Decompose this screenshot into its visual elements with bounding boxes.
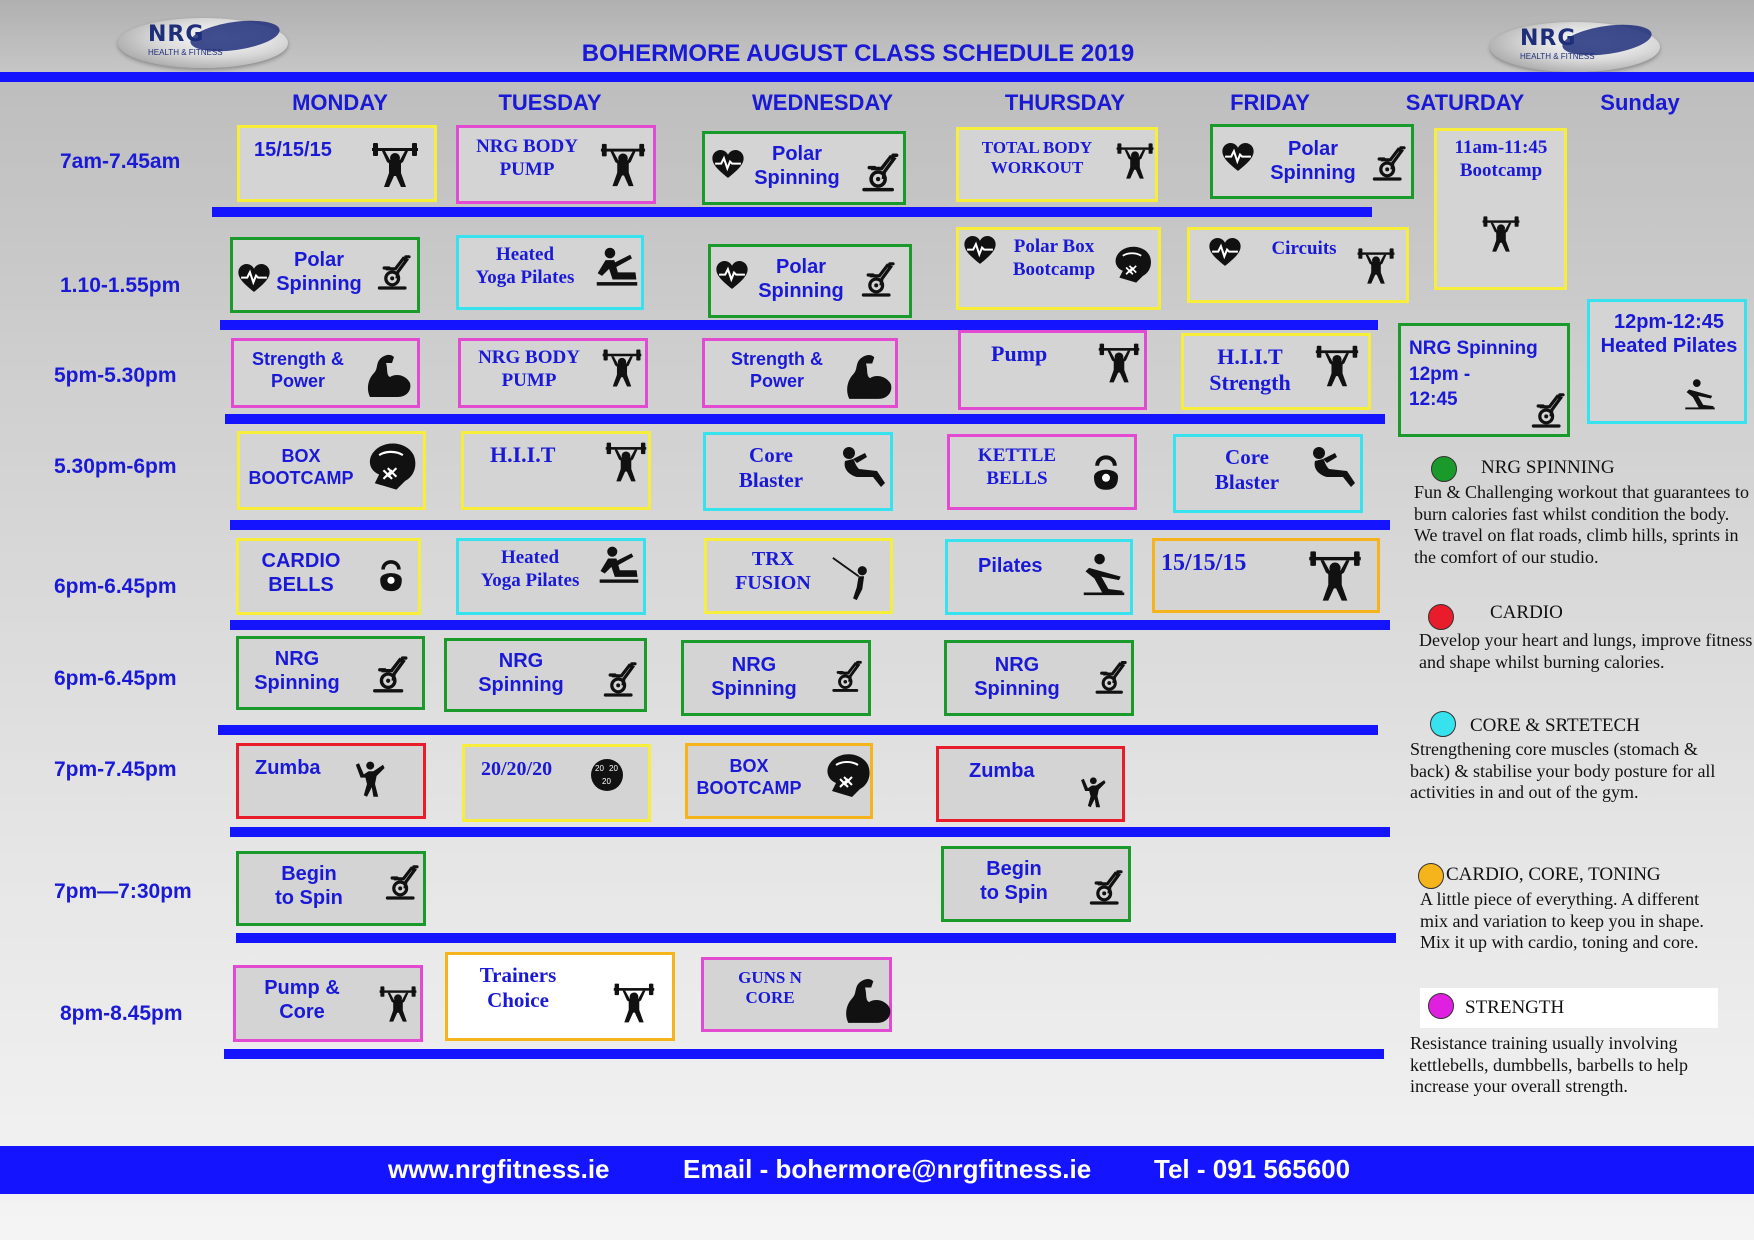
time-slot: 1.10-1.55pm [60, 274, 181, 297]
yoga-pose-icon [593, 246, 641, 290]
class-card[interactable]: Polar Spinning [230, 237, 420, 313]
class-card[interactable]: BOX BOOTCAMP [237, 431, 426, 510]
heart-rate-icon [711, 148, 745, 182]
exercise-bike-icon [379, 862, 423, 902]
kettlebell-icon [1086, 451, 1126, 495]
class-card[interactable]: TOTAL BODY WORKOUT [956, 127, 1158, 202]
exercise-bike-icon [599, 659, 639, 699]
class-card[interactable]: H.I.I.T Strength [1181, 333, 1371, 410]
class-card[interactable]: Polar Box Bootcamp [956, 227, 1161, 310]
time-slot: 6pm-6.45pm [54, 667, 177, 690]
legend-dot-magenta [1428, 993, 1454, 1019]
class-card-saturday[interactable]: NRG Spinning 12pm - 12:45 [1398, 323, 1570, 437]
dancer-icon [1077, 769, 1111, 817]
legend-title: CARDIO, CORE, TONING [1446, 864, 1661, 885]
row-divider [218, 725, 1378, 735]
flexed-bicep-icon [841, 347, 893, 403]
class-card[interactable]: CARDIO BELLS [236, 538, 421, 615]
yoga-pose-icon [595, 545, 643, 587]
boxing-glove-icon [364, 440, 418, 494]
sit-up-icon [1306, 443, 1358, 493]
weightlifter-icon [601, 345, 643, 391]
weightlifter-icon [599, 140, 647, 190]
weightlifter-icon [1356, 244, 1396, 288]
heart-rate-icon [715, 259, 749, 293]
class-card[interactable]: KETTLE BELLS [947, 434, 1137, 510]
class-card[interactable]: Strength & Power [231, 338, 420, 408]
legend-title: STRENGTH [1465, 997, 1565, 1018]
legend-dot-green [1431, 456, 1457, 482]
weightlifter-icon [1097, 339, 1141, 387]
boxing-glove-icon [822, 750, 872, 802]
class-card[interactable]: 15/15/15 [237, 125, 437, 202]
exercise-bike-icon [828, 657, 864, 695]
class-card[interactable]: Polar Spinning [702, 131, 906, 205]
class-card[interactable]: NRG Spinning [236, 636, 425, 710]
row-divider [230, 520, 1390, 530]
weightlifter-icon [370, 140, 420, 190]
class-card[interactable]: Circuits [1187, 227, 1409, 303]
row-divider [225, 414, 1385, 424]
exercise-bike-icon [371, 252, 415, 292]
row-divider [230, 620, 1390, 630]
email-link[interactable]: Email - bohermore@nrgfitness.ie [683, 1154, 1092, 1184]
row-divider [230, 827, 1390, 837]
weightlifter-icon [1314, 342, 1360, 390]
day-monday: MONDAY [292, 90, 388, 115]
exercise-bike-icon [1527, 390, 1567, 430]
class-card[interactable]: Begin to Spin [941, 846, 1131, 922]
weightlifter-icon [378, 982, 418, 1026]
class-card[interactable]: Heated Yoga Pilates [456, 235, 644, 310]
day-sunday: Sunday [1600, 90, 1680, 115]
class-card[interactable]: Zumba [936, 746, 1125, 822]
class-card[interactable]: NRG Spinning [944, 640, 1134, 716]
class-card[interactable]: Polar Spinning [708, 244, 912, 318]
class-card[interactable]: Heated Yoga Pilates [456, 538, 646, 615]
class-card[interactable]: NRG BODY PUMP [458, 338, 648, 408]
class-card[interactable]: 15/15/15 [1152, 538, 1380, 613]
time-slot: 7pm-7.45pm [54, 758, 177, 781]
flexed-bicep-icon [362, 347, 412, 401]
time-slot: 5pm-5.30pm [54, 364, 177, 387]
exercise-bike-icon [857, 150, 901, 194]
class-card-sunday[interactable]: 12pm-12:45 Heated Pilates [1587, 299, 1747, 424]
class-card[interactable]: 20/20/20 20 20 20 [462, 744, 651, 822]
boxing-glove-icon [1111, 244, 1153, 286]
row-divider [220, 320, 1378, 330]
timer-icon: 20 20 20 [591, 759, 623, 791]
class-card[interactable]: Pump [958, 330, 1147, 410]
legend-dot-red [1428, 604, 1454, 630]
trx-suspension-icon [831, 553, 877, 605]
class-card[interactable]: NRG BODY PUMP [456, 125, 656, 204]
weightlifter-icon [1115, 140, 1155, 182]
class-card[interactable]: Polar Spinning [1210, 124, 1414, 199]
time-slot: 6pm-6.45pm [54, 575, 177, 598]
class-card[interactable]: Trainers Choice [445, 952, 675, 1041]
class-card[interactable]: TRX FUSION [704, 538, 893, 614]
row-divider [224, 1049, 1384, 1059]
time-slot: 7am-7.45am [60, 150, 181, 173]
class-card[interactable]: GUNS N CORE [701, 957, 892, 1032]
page-title: BOHERMORE AUGUST CLASS SCHEDULE 2019 [581, 40, 1135, 67]
sit-up-icon [836, 443, 888, 493]
class-card[interactable]: NRG Spinning [444, 638, 647, 712]
weightlifter-icon [1481, 213, 1521, 255]
exercise-bike-icon [855, 259, 899, 299]
legend-text: Strengthening core muscles (stomach & back) & stabilise your body posture for all activities in and out of the gym. [1410, 739, 1716, 803]
class-card[interactable]: Begin to Spin [236, 851, 426, 926]
time-slot: 5.30pm-6pm [54, 455, 177, 478]
class-card-saturday[interactable]: 11am-11:45 Bootcamp [1434, 128, 1567, 290]
dancer-icon [351, 754, 391, 806]
legend-text: A little piece of everything. A different mix and variation to keep you in shape. Mix it up with cardio, toning and core. [1420, 889, 1704, 953]
class-card[interactable]: BOX BOOTCAMP [685, 743, 873, 819]
time-slot: 7pm—7:30pm [54, 880, 192, 903]
nrg-logo-left: NRG HEALTH & FITNESS [118, 18, 288, 68]
legend-title: CORE & SRTETECH [1470, 715, 1640, 736]
class-card[interactable]: Core Blaster [1173, 434, 1363, 513]
legend-dot-orange [1418, 863, 1444, 889]
day-thursday: THURSDAY [1004, 90, 1126, 115]
heart-rate-icon [963, 234, 997, 268]
class-card[interactable]: Pilates [945, 539, 1133, 615]
weightlifter-icon [1307, 547, 1363, 605]
legend-text: Resistance training usually involving kettlebells, dumbbells, barbells to help increase your overall strength. [1410, 1033, 1688, 1097]
heart-rate-icon [1221, 141, 1255, 175]
exercise-bike-icon [367, 653, 411, 695]
legend-text: Fun & Challenging workout that guarantees to burn calories fast whilst condition the body. We travel on flat roads, climb hills, sprints in the comfort of our studio. [1414, 482, 1749, 567]
exercise-bike-icon [1365, 143, 1411, 183]
class-card[interactable]: Zumba [236, 743, 426, 819]
heart-rate-icon [237, 262, 271, 296]
nrg-logo-right: NRG HEALTH & FITNESS [1490, 22, 1660, 72]
row-divider [212, 207, 1372, 217]
weightlifter-icon [604, 438, 648, 486]
time-slot: 8pm-8.45pm [60, 1002, 183, 1025]
day-saturday: SATURDAY [1405, 90, 1525, 115]
yoga-pose-icon [1684, 378, 1716, 410]
day-wednesday: WEDNESDAY [752, 90, 893, 115]
class-card[interactable]: NRG Spinning [681, 640, 871, 716]
phone-number[interactable]: Tel - 091 565600 [1154, 1154, 1351, 1184]
legend-text: Develop your heart and lungs, improve fitness and shape whilst burning calories. [1419, 630, 1753, 672]
legend-title: CARDIO [1490, 602, 1563, 623]
weightlifter-icon [612, 979, 656, 1027]
flexed-bicep-icon [840, 970, 892, 1028]
website-link[interactable]: www.nrgfitness.ie [388, 1154, 610, 1184]
exercise-bike-icon [1091, 657, 1129, 697]
day-tuesday: TUESDAY [498, 90, 602, 115]
class-card[interactable]: Strength & Power [702, 338, 898, 408]
exercise-bike-icon [1084, 867, 1126, 907]
row-divider [236, 933, 1396, 943]
class-card[interactable]: H.I.I.T [461, 431, 651, 510]
day-friday: FRIDAY [1230, 90, 1310, 115]
class-card[interactable]: Core Blaster [703, 432, 893, 511]
kettlebell-icon [373, 555, 409, 597]
class-card[interactable]: Pump & Core [233, 965, 423, 1042]
legend-title: NRG SPINNING [1481, 457, 1615, 478]
header-bar [0, 72, 1754, 82]
legend-dot-cyan [1430, 711, 1456, 737]
heart-rate-icon [1208, 236, 1242, 270]
pilates-stretch-icon [1078, 552, 1130, 596]
